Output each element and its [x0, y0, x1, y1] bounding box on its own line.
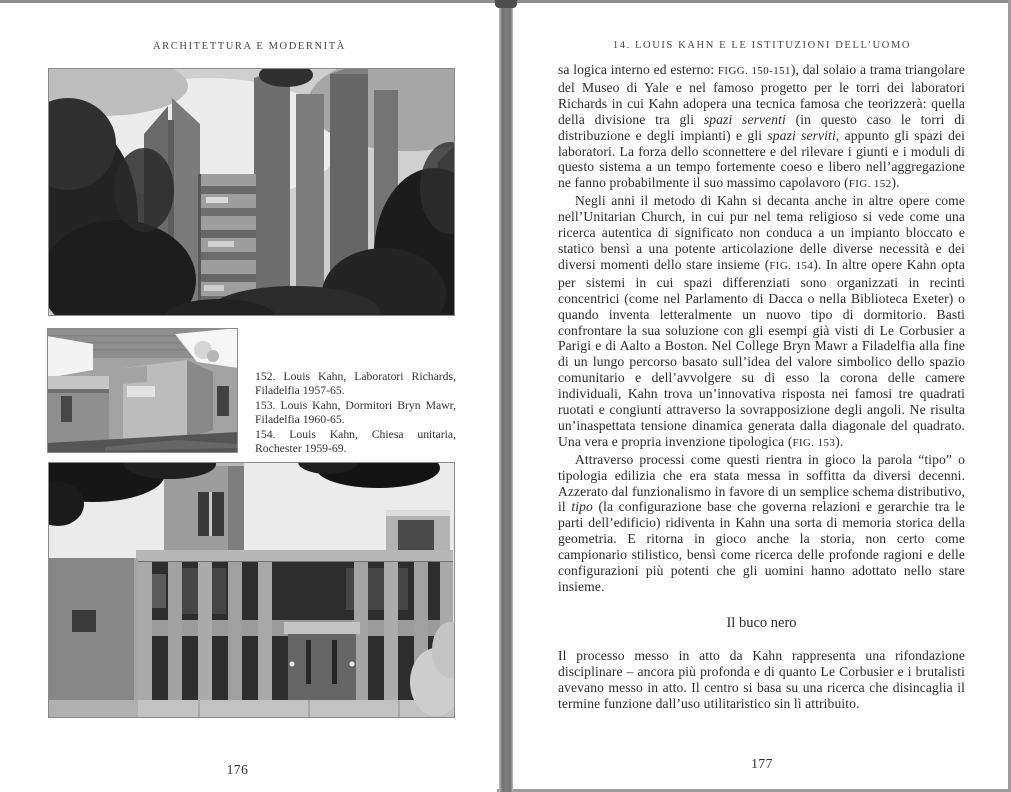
figure-captions [255, 370, 456, 456]
figure-caption: 153. Louis Kahn, Dormitori Bryn Mawr, Filadelfia 1960-65. [255, 398, 456, 427]
church-interior-illustration [47, 328, 238, 453]
right-page-number: 177 [751, 756, 773, 771]
right-running-head: 14. LOUIS KAHN E LE ISTITUZIONI DELL’UOMO [612, 40, 912, 51]
brick-facade-illustration [48, 462, 455, 718]
paragraphs-before-heading [558, 62, 965, 595]
body-text-column [558, 62, 965, 712]
photo-richards-laboratories [48, 68, 455, 316]
paragraph: Il processo messo in atto da Kahn rappresenta una rifondazione disciplinare – ancora più profonda e di quanto Le Corbusier e i brutalisti avevano messo in atto. Il centro si basa su una ricerca che disincaglia il termine funzione dall’uso utilitaristico sin lì attribuito. [558, 647, 965, 711]
left-running-head: ARCHITETTURA E MODERNITÀ [153, 41, 346, 52]
figure-caption: 154. Louis Kahn, Chiesa unitaria, Rochester 1959-69. [255, 427, 456, 456]
section-heading: Il buco nero [726, 614, 797, 631]
richards-towers-illustration [48, 68, 455, 316]
paragraph: sa logica interno ed esterno: FIGG. 150-151), dal solaio a trama triangolare del Museo di Yale e nel famoso progetto per le torri dei laboratori Richards in cui Kahn adopera una tecnica famosa che teorizzerà: quella della divisione tra gli spazi serventi (in questo caso le torri di distribuzione e degli impianti) e gli spazi serviti, appunto gli spazi dei laboratori. La forza dello sconnettere e del rilevare i giunti e i moduli di questo sistema a un tempo fortemente coeso e libero nell’aggregazione ne fanno probabilmente il suo massimo capolavoro (FIG. 152). [558, 62, 965, 191]
paragraph: Negli anni il metodo di Kahn si decanta anche in altre opere come nell’Unitarian Church, in cui pur nel tema religioso si vede come una ricerca autentica di significato non conduca a un impianto bloccato e statico bensì a una potente articolazione delle diverse necessità e dei diversi momenti dello stare insieme (FIG. 154). In altre opere Kahn opta per sistemi in cui spazi differenziati sono organizzati in recinti concentrici (come nel Parlamento di Dacca o nella Biblioteca Exeter) o quando inventa letteralmente un nuovo tipo di dormitorio. Basti confrontare la sua soluzione con gli esempi già visti di Le Corbusier a Parigi e di Aalto a Boston. Nel College Bryn Mawr a Filadelfia alla fine di un lungo percorso basato sull’idea del valore simbolico dello spazio comunitario e dell’avvolgere su di esso la corona delle camere individuali, Kahn trova un’innovativa risposta nei famosi tre quadrati ruotati e congiunti attraverso la sovrapposizione degli angoli. Ne risulta un’inaspettata tensione dinamica generata dalla diagonale del quadrato. Una vera e propria invenzione tipologica (FIG. 153). [558, 193, 965, 449]
figure-caption: 152. Louis Kahn, Laboratori Richards, Filadelfia 1957-65. [255, 370, 456, 398]
page-gutter [499, 0, 513, 792]
photo-unitarian-church-facade [48, 462, 455, 718]
paragraphs-after-heading [558, 648, 965, 712]
photo-church-interior [47, 328, 238, 453]
left-page [0, 0, 499, 792]
right-page [513, 0, 1011, 792]
paragraph: Attraverso processi come questi rientra in gioco la parola “tipo” o tipologia edilizia che era stata messa in soffitta da diversi decenni. Azzerato dal funzionalismo in favore di un semplice schema distributivo, il tipo (la configurazione base che governa relazioni e gerarchie tra le parti dell’edificio) ridiventa in Kahn una sorta di memoria storica della geometria. E ritorna in gioco anche la storia, non certo come campionario stilistico, bensì come ricerca delle profonde ragioni e delle configurazioni più potenti che gli uomini hanno adottato nello stare insieme. [558, 451, 965, 594]
left-page-number: 176 [226, 762, 249, 777]
